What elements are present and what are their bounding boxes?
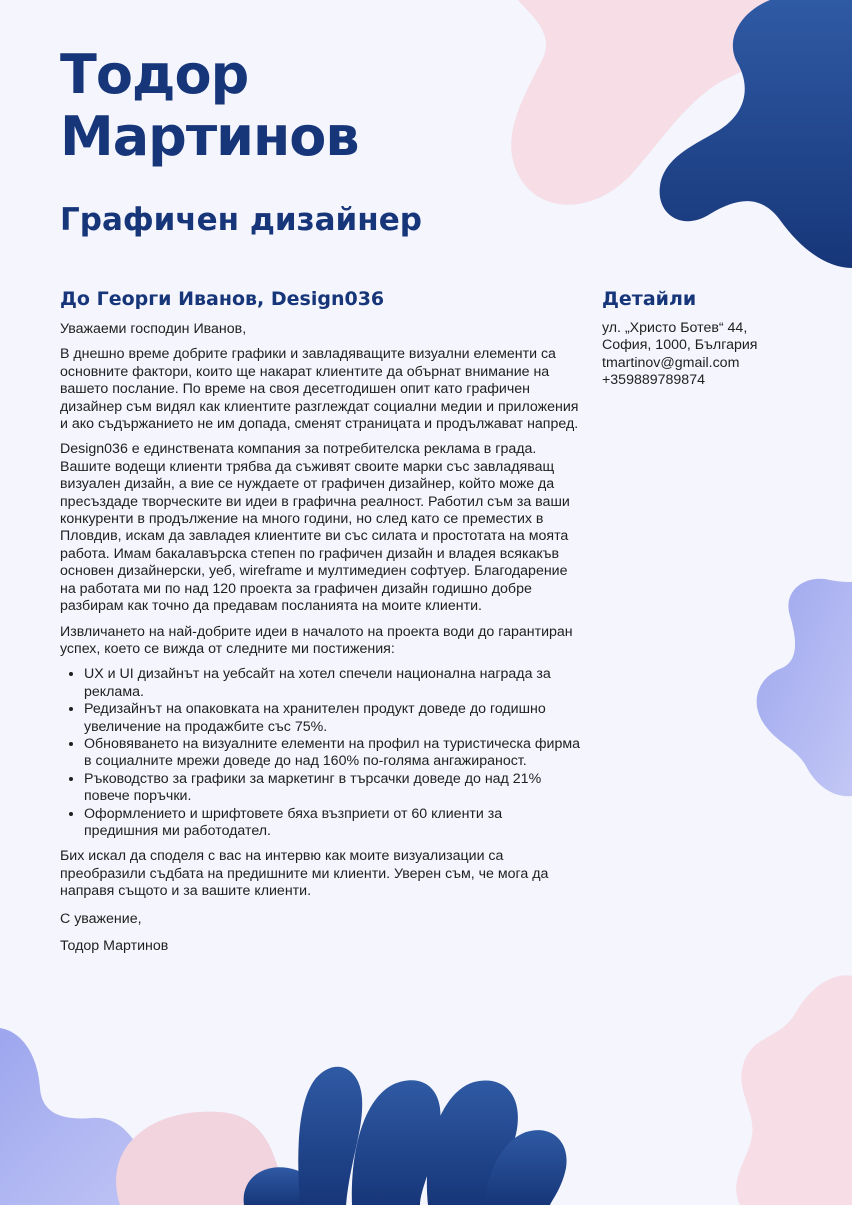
list-item: • Ръководство за графики за маркетинг в търсачки доведе до над 21% повече поръчки. (84, 771, 580, 806)
paragraph-intro: В днешно време добрите графики и завладяващите визуални елементи са основните фактори, които ще накарат клиентите да обърнат внимание на вашето послание. По време на своя десетгодишен опит като графичен дизайнер съм видял как клиентите разглеждат социални медии и приложения и ако съдържанието не им допада, сменят страницата и продължават напред. (60, 346, 579, 433)
list-item: • Обновяването на визуалните елементи на профил на туристическа фирма в социалните мрежи доведе до над 160% по-голяма ангажираност. (84, 736, 580, 771)
list-item: • Оформлението и шрифтовете бяха възприети от 60 клиенти за предишния ми работодател. (84, 806, 580, 841)
salutation: Уважаеми господин Иванов, (60, 321, 247, 337)
pink-blob-bottom-right (736, 975, 852, 1205)
sign-off: С уважение, (60, 910, 142, 927)
letter-body (60, 287, 580, 963)
applicant-name (60, 44, 359, 168)
email: tmartinov@gmail.com (602, 354, 740, 371)
details-heading: Детайли (602, 288, 697, 310)
address-line-1: ул. „Христо Ботев“ 44, (602, 320, 748, 336)
recipient-heading: До Георги Иванов, Design036 (60, 288, 385, 310)
periwinkle-blob-right (757, 579, 852, 796)
details-section (602, 287, 802, 390)
signature: Тодор Мартинов (60, 938, 169, 954)
paragraph-achievements-intro: Извличането на най-добрите идеи в началото на проекта води до гарантиран успех, което се вижда от следните ми постижения: (60, 623, 573, 657)
navy-leaf-cluster (244, 1067, 567, 1205)
closing-paragraph: Бих искал да споделя с вас на интервю как моите визуализации са преобразили съдбата на предишните ми клиенти. Уверен съм, че мога да направя същото и за вашите клиенти. (60, 848, 549, 900)
job-title: Графичен дизайнер (60, 202, 422, 238)
list-item: • UX и UI дизайнът на уебсайт на хотел спечели национална награда за реклама. (84, 666, 580, 701)
applicant-last-name: Мартинов (60, 105, 359, 168)
address-line-2: София, 1000, България (602, 337, 758, 354)
list-item: • Редизайнът на опаковката на хранителен продукт доведе до годишно увеличение на продажбите със 75%. (84, 701, 580, 736)
achievements-list (60, 666, 580, 840)
phone: +359889789874 (602, 372, 705, 389)
applicant-first-name: Тодор (60, 43, 249, 106)
paragraph-company: Design036 е единствената компания за потребителска реклама в града. Вашите водещи клиенти трябва да съживят своите марки със завладяващ визуален дизайн, а вие се нуждаете от графичен дизайнер, който може да пресъздаде творческите ви идеи в графична реалност. Работил съм за ваши конкуренти в продължение на много години, но след като се преместих в Пловдив, искам да завладея клиентите ви със силата и простотата на моята работа. Имам бакалавърска степен по графичен дизайн и владея всякакъв основен дизайнерски, уеб, wireframe и мултимедиен софтуер. Благодарение на работата ми по над 120 проекта за графичен дизайн годишно добре разбирам как точно да предавам посланията на моите клиенти. (60, 441, 570, 615)
